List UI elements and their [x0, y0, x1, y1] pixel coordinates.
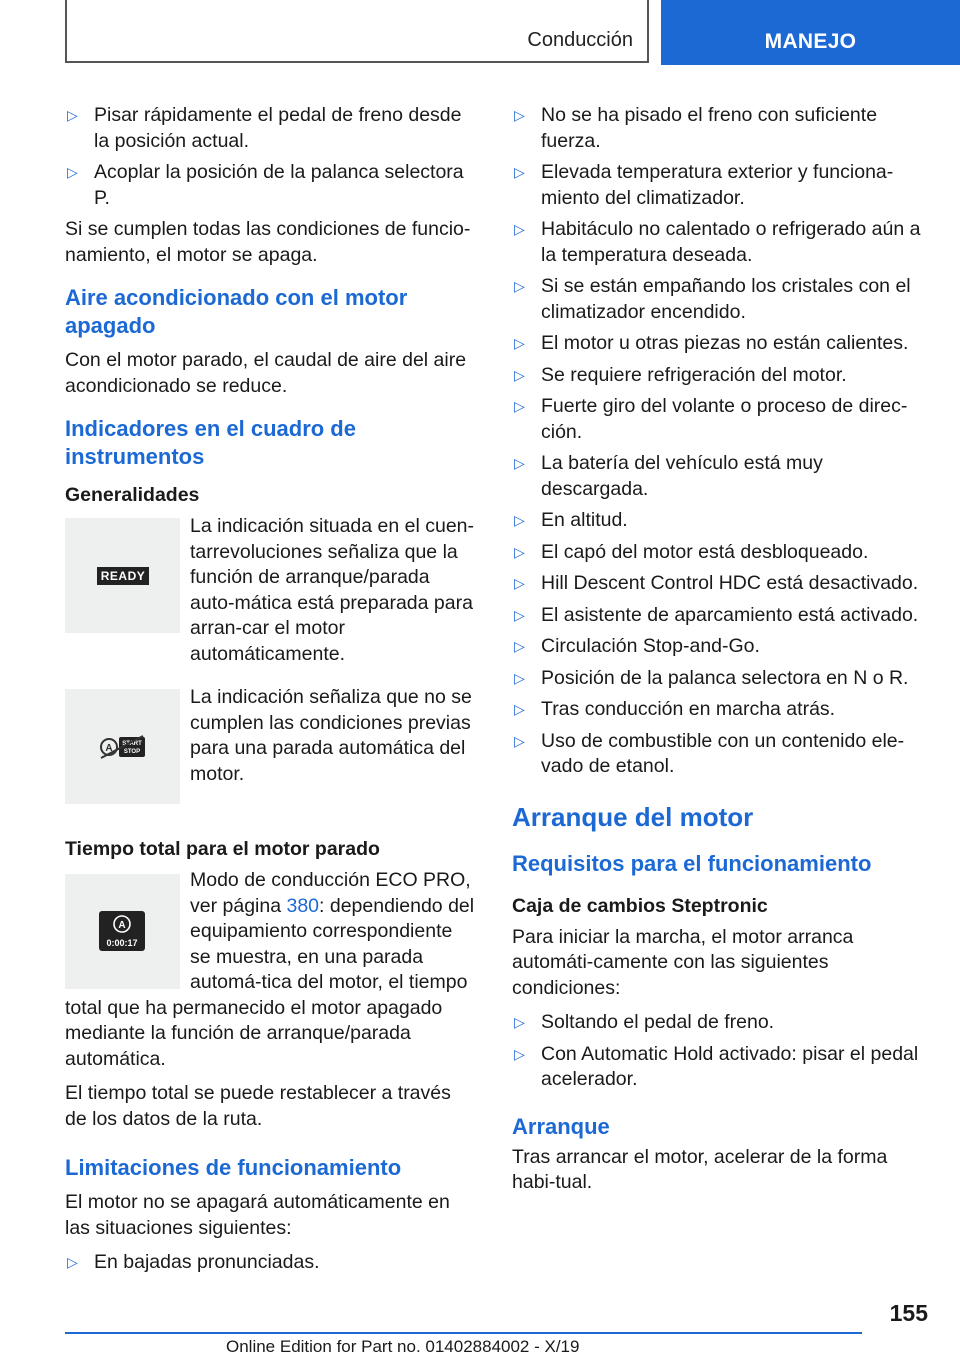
header-box — [65, 0, 649, 63]
triangle-right-icon: ▷ — [514, 1045, 525, 1062]
list-item: ▷ Elevada temperatura exterior y funciona-miento del climatizador. — [514, 161, 894, 209]
list-item: ▷ Fuerte giro del volante o proceso de direc-ción. — [514, 395, 908, 443]
paragraph-reset: El tiempo total se puede restablecer a través de los datos de la ruta. — [65, 1082, 451, 1130]
footer-edition: Online Edition for Part no. 01402884002 - X/19 — [226, 1337, 580, 1356]
triangle-right-icon: ▷ — [67, 107, 78, 123]
footer-divider — [65, 1332, 862, 1334]
figure-ready — [65, 514, 477, 667]
list-item: ▷ Hill Descent Control HDC está desactivado. — [512, 571, 932, 597]
list-item: ▷ Se requiere refrigeración del motor. — [512, 363, 932, 389]
list-item: ▷ Circulación Stop-and-Go. — [512, 634, 932, 660]
start-stop-indicator-image — [65, 689, 180, 804]
heading-generalidades: Generalidades — [65, 484, 200, 506]
triangle-right-icon: ▷ — [514, 1014, 525, 1030]
list-item: ▷ No se ha pisado el freno con suficiente fuerza. — [514, 104, 878, 152]
ready-badge: READY — [97, 567, 149, 585]
list-item: ▷ El asistente de aparcamiento está activado. — [512, 603, 932, 629]
ready-description: La indicación situada en el cuen-tarrevoluciones señaliza que la función de arranque/parada auto-mática está preparada para arran-car el motor automáticamente. — [190, 515, 475, 665]
triangle-right-icon: ▷ — [514, 606, 525, 623]
list-item: ▷ En bajadas pronunciadas. — [65, 1250, 477, 1276]
triangle-right-icon: ▷ — [514, 543, 525, 560]
page-number: 155 — [889, 1300, 928, 1326]
list-item: ▷ Si se están empañando los cristales con el climatizador encendido. — [514, 275, 911, 323]
list-item: ▷ El capó del motor está desbloqueado. — [512, 540, 932, 566]
paragraph-timer: Modo de conducción ECO PRO, ver página 380: dependiendo del equipamiento correspondiente se muestra, en una parada automá-tica del motor, el tiempo total que ha permanecido el motor apagado mediante la función de arranque/parada automática. — [65, 869, 475, 1070]
list-item: ▷ Habitáculo no calentado o refrigerado aún a la temperatura deseada. — [514, 218, 921, 266]
left-column — [65, 103, 477, 1282]
svg-text:START: START — [122, 741, 142, 747]
heading-arranque: Arranque — [512, 1113, 610, 1139]
heading-caja-cambios: Caja de cambios Steptronic — [512, 894, 768, 917]
triangle-right-icon: ▷ — [67, 164, 78, 180]
triangle-right-icon: ▷ — [514, 335, 525, 351]
list-item: ▷ Posición de la palanca selectora en N o R. — [512, 666, 932, 692]
triangle-right-icon: ▷ — [514, 278, 525, 294]
triangle-right-icon: ▷ — [514, 221, 525, 237]
timer-indicator-image — [65, 874, 180, 989]
svg-text:STOP: STOP — [123, 749, 141, 755]
page-link-380[interactable]: 380 — [286, 894, 320, 917]
paragraph-limitaciones: El motor no se apagará automáticamente en las situaciones siguientes: — [65, 1191, 450, 1239]
list-item: ▷ Soltando el pedal de freno. — [512, 1010, 932, 1036]
triangle-right-icon: ▷ — [514, 732, 525, 749]
triangle-right-icon: ▷ — [514, 638, 525, 654]
limitations-list — [512, 103, 932, 780]
figure-start-stop — [65, 685, 477, 803]
timer-value: 0:00:17 — [106, 938, 138, 948]
list-item: ▷ El motor u otras piezas no están calientes. — [512, 331, 932, 357]
heading-tiempo-total: Tiempo total para el motor parado — [65, 838, 380, 860]
header-section-title: Conducción — [527, 29, 633, 51]
paragraph-aire: Con el motor parado, el caudal de aire del aire acondicionado se reduce. — [65, 349, 467, 397]
start-stop-crossed-icon — [99, 734, 147, 760]
figure-timer — [65, 868, 477, 1072]
list-item: ▷ Acoplar la posición de la palanca selectora P. — [67, 161, 464, 209]
triangle-right-icon: ▷ — [514, 575, 525, 591]
triangle-right-icon: ▷ — [514, 701, 525, 717]
heading-indicadores: Indicadores en el cuadro de instrumentos — [65, 416, 356, 469]
heading-limitaciones: Limitaciones de funcionamiento — [65, 1155, 402, 1180]
triangle-right-icon: ▷ — [514, 164, 525, 180]
triangle-right-icon: ▷ — [514, 512, 525, 528]
heading-requisitos: Requisitos para el funcionamiento — [512, 850, 872, 876]
list-item: ▷ En altitud. — [512, 508, 932, 534]
paragraph-engine-off: Si se cumplen todas las condiciones de funcio-namiento, el motor se apaga. — [65, 218, 471, 266]
triangle-right-icon: ▷ — [514, 398, 525, 414]
list-item: ▷ Uso de combustible con un contenido ele-vado de etanol. — [514, 729, 905, 777]
header-chapter-tab: MANEJO — [661, 0, 960, 65]
timer-display-icon — [99, 911, 145, 951]
heading-arranque-motor: Arranque del motor — [512, 801, 754, 832]
svg-text:A: A — [105, 743, 113, 754]
start-stop-description: La indicación señaliza que no se cumplen las condiciones previas para una parada automática del motor. — [190, 686, 472, 785]
paragraph-caja: Para iniciar la marcha, el motor arranca automáti-camente con las siguientes condiciones: — [512, 925, 854, 999]
triangle-right-icon: ▷ — [514, 366, 525, 383]
list-item: ▷ La batería del vehículo está muy descargada. — [514, 452, 823, 500]
svg-text:A: A — [118, 920, 126, 931]
right-column — [512, 103, 932, 1205]
triangle-right-icon: ▷ — [514, 669, 525, 686]
heading-aire-acondicionado: Aire acondicionado con el motor apagado — [65, 285, 408, 338]
paragraph-arranque: Tras arrancar el motor, acelerar de la forma habi-tual. — [512, 1145, 888, 1193]
list-item: ▷ Pisar rápidamente el pedal de freno desde la posición actual. — [67, 104, 462, 152]
triangle-right-icon: ▷ — [67, 1254, 78, 1270]
list-item: ▷ Tras conducción en marcha atrás. — [512, 697, 932, 723]
ready-indicator-image — [65, 518, 180, 633]
triangle-right-icon: ▷ — [514, 107, 525, 123]
list-item: ▷ Con Automatic Hold activado: pisar el pedal acelerador. — [514, 1042, 919, 1090]
triangle-right-icon: ▷ — [514, 455, 525, 471]
